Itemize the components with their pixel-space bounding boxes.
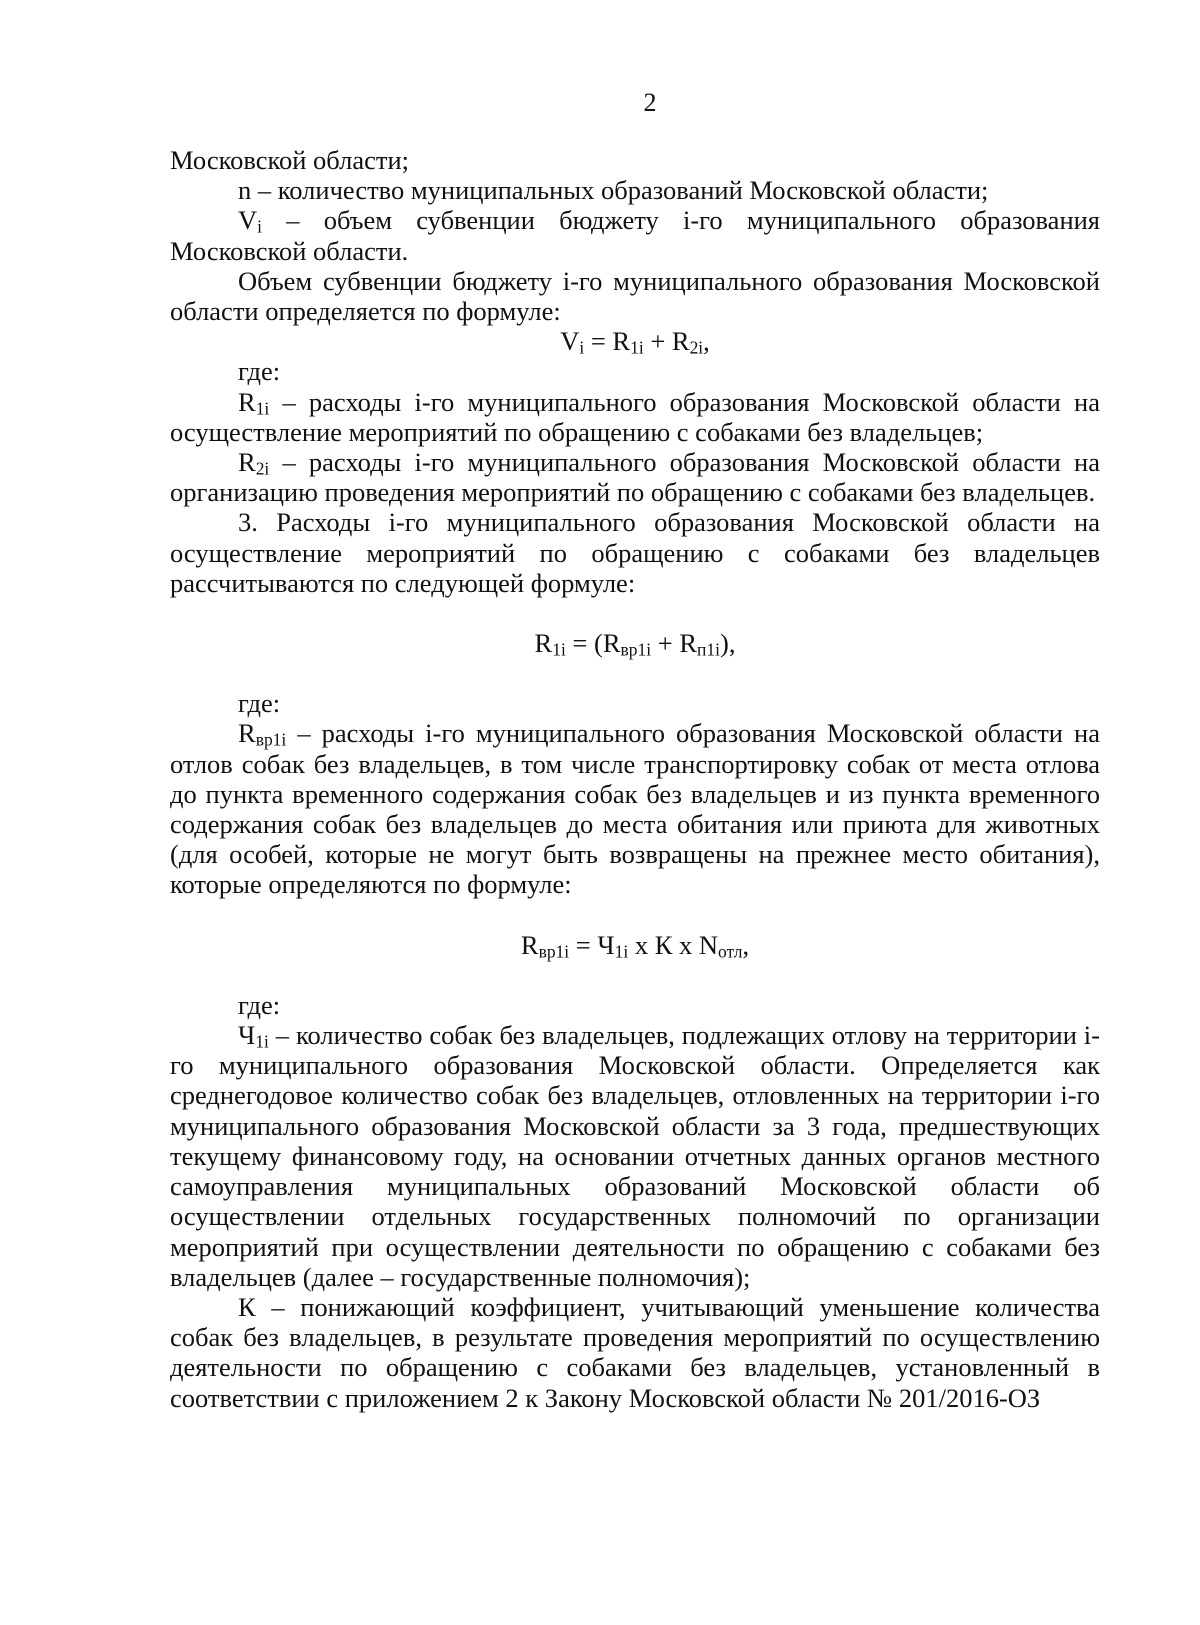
paragraph-vi-definition xyxy=(170,205,1100,265)
formula-vi: $V_i = R_{1i} + R_{2i}$, xyxy=(560,326,710,358)
subscript: 2i xyxy=(255,458,270,479)
formula-rvr1i: $R_{вр1i} = Ч_{1i}$ х К х $N_{отл}$, xyxy=(520,929,750,962)
symbol: Ч xyxy=(238,1020,256,1051)
where-label: где: xyxy=(238,356,281,387)
formula-r1i: $R_{1i} = (R_{вр1i} + R_{п1i})$, xyxy=(534,628,736,660)
paragraph-subvention-intro: Объем субвенции бюджету i-го муниципального образования Московской области определяется по формуле: xyxy=(170,265,1100,327)
symbol: R xyxy=(238,718,256,749)
page-number: 2 xyxy=(643,88,657,117)
subscript: вр1i xyxy=(255,729,287,750)
paragraph-r1i-definition xyxy=(170,387,1100,447)
paragraph-k-definition: К – понижающий коэффициент, учитывающий уменьшение количества собак без владельцев, в результате проведения мероприятий по осуществлению деятельности по обращению с собаками без владельцев, установленный в соответствии с приложением 2 к Закону Московской области № 201/2016-ОЗ xyxy=(170,1291,1100,1413)
subscript: i xyxy=(257,216,262,237)
symbol: V xyxy=(238,205,258,236)
subscript: 1i xyxy=(255,1031,269,1052)
paragraph-continuation: Московской области; xyxy=(170,145,410,175)
paragraph-section-3: 3. Расходы i-го муниципального образования Московской области на осуществление мероприятий по обращению с собаками без владельцев рассчитываются по следующей формуле: xyxy=(170,507,1100,598)
definition-text: – расходы i-го муниципального образования Московской области на отлов собак без владельцев, в том числе транспортировку собак от места отлова до пункта временного содержания собак без владельцев и из пункта временного содержания собак без владельцев до места обитания или приюта для животных (для особей, которые не могут быть возвращены на прежнее место обитания), которые определяются по формуле: xyxy=(170,718,1100,900)
definition-text: – количество собак без владельцев, подлежащих отлову на территории i-го муниципального образования Московской области. Определяется как среднегодовое количество собак без владельцев, отловленных на территории i-го муниципального образования Московской области за 3 года, предшествующих текущему финансовому году, на основании отчетных данных органов местного самоуправления муниципальных образований Московской области об осуществлении отдельных государственных полномочий по организации мероприятий при осуществлении деятельности по обращению с собаками без владельцев (далее – государственные полномочия); xyxy=(170,1020,1100,1292)
paragraph-r2i-definition xyxy=(170,447,1100,507)
paragraph-n-definition: n – количество муниципальных образований Московской области; xyxy=(238,175,989,206)
symbol: R xyxy=(238,447,256,478)
definition-text: – расходы i-го муниципального образования Московской области на осуществление мероприятий по обращению с собаками без владельцев; xyxy=(170,386,1100,447)
subscript: 1i xyxy=(255,398,270,419)
symbol: R xyxy=(238,386,256,417)
paragraph-ch1i-definition xyxy=(170,1020,1100,1292)
document-body xyxy=(170,145,1100,1413)
where-label: где: xyxy=(238,688,281,719)
paragraph-rvr1i-definition xyxy=(170,718,1100,899)
definition-text: – расходы i-го муниципального образования Московской области на организацию проведения мероприятий по обращению с собаками без владельцев. xyxy=(170,447,1100,508)
where-label: где: xyxy=(238,989,281,1020)
definition-text: – объем субвенции бюджету i-го муниципального образования Московской области. xyxy=(170,205,1100,266)
